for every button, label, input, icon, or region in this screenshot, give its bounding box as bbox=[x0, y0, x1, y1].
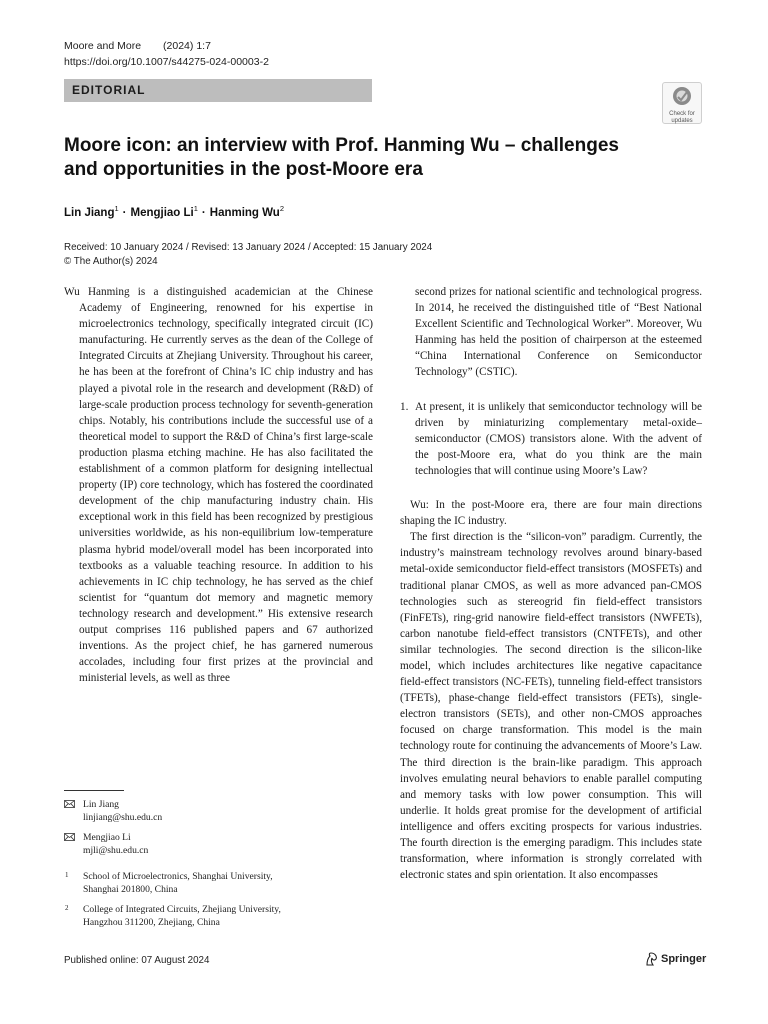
author-name[interactable]: Mengjiao Li bbox=[130, 206, 194, 219]
body-column-right bbox=[400, 284, 702, 883]
check-for-updates-badge[interactable] bbox=[662, 82, 702, 124]
check-updates-line2: updates bbox=[671, 118, 693, 124]
affiliation-footnote bbox=[64, 870, 364, 896]
journal-year-volume: (2024) 1:7 bbox=[163, 40, 211, 52]
affiliation-line: Hangzhou 311200, Zhejiang, China bbox=[83, 917, 220, 928]
contact-footnote bbox=[64, 798, 364, 824]
question-list bbox=[400, 399, 702, 479]
contact-footnote bbox=[64, 831, 364, 857]
author-list: Lin Jiang$^1$ · Mengjiao $Li^1 \cdot Hanming$ Wu$^2$ bbox=[64, 204, 284, 219]
publisher-name: Springer bbox=[661, 952, 707, 965]
question-number: 1. bbox=[400, 400, 409, 413]
envelope-icon bbox=[64, 833, 75, 841]
bio-paragraph: Wu Hanming is a distinguished academician at the Chinese Academy of Engineering, renowned for his expertise in microelectronics technology, specifically integrated circuit (IC) manufacturing. He currently serves as the dean of the College of Integrated Circuits at Zhejiang University. Throughout his career, he has been at the forefront of China’s IC chip industry and has played a pivotal role in the research and development (R&D) of large-scale production process technology for seventh-generation chips. Notably, his contributions include the successful use of a theoretical model to support the R&D of China’s first large-scale production plasma etching machine. He has also facilitated the establishment of a common platform for designing intellectual property (IP) core technology, which has fostered the coordinated development of the chip manufacturing industry chain. His exceptional work in this field has been recognized by prestigious universities worldwide, as his non-equilibrium low-temperature plasma hybrid model/overall model has been incorporated into textbooks as a valuable teaching resource. In addition to his achievements in IC chip technology, he has served as the chief scientist for “quantum dot memory and magnetic memory technology research and development.” His extensive research output comprises 116 published papers and 67 authorized inventions. As the project chief, he has garnered numerous accolades, including four first prizes at the provincial and ministerial levels, as well as three bbox=[64, 286, 373, 685]
footnote-divider bbox=[64, 790, 124, 791]
bio-paragraph-continued: second prizes for national scientific and technological progress. In 2014, he received the distinguished title of “Best National Excellent Scientific and Technological Worker”. Moreover, Wu Hanming has held the position of chairperson at the esteemed “China International Conference on Semiconductor Technology” (CSTIC). bbox=[415, 286, 702, 379]
received-revised-accepted: Received: 10 January 2024 / Revised: 13 January 2024 / Accepted: 15 January 2024 bbox=[64, 242, 433, 253]
contact-name: Lin Jiang bbox=[83, 799, 119, 810]
article-dates bbox=[64, 241, 432, 269]
answer-intro: Wu: In the post-Moore era, there are four main directions shaping the IC industry. bbox=[400, 499, 702, 528]
author-name[interactable]: Lin Jiang bbox=[64, 206, 115, 219]
contact-email-link[interactable]: mjli@shu.edu.cn bbox=[83, 845, 149, 856]
envelope-icon bbox=[64, 800, 75, 808]
author-affiliation-mark: 1 bbox=[114, 204, 119, 213]
affiliation-footnote bbox=[64, 903, 364, 929]
answer-paragraph: The first direction is the “silicon-von” paradigm. Currently, the industry’s mainstream technology revolves around binary-based metal-oxide semiconductor field-effect transistors (MOSFETs) and traditional planar CMOS, as well as more advanced pan-CMOS technologies such as stereogrid fin field-effect transistors (FinFETs), ring-grid nanowire field-effect transistors (NWFETs), carbon nanotube field-effect transistors (CNTFETs), and other similar technologies. The second direction is the silicon-like model, which includes architectures like negative capacitance field-effect transistors (NC-FETs), tunneling field-effect transistors (TFETs), phase-change field-effect transistors (FETs), single-electron transistors (SETs), and other non-CMOS approaches focused on charge transformation. This model is the main technology route for continuing the advancements of Moore’s Law. The third direction is the brain-like paradigm. This approach involves emulating neural behaviors to enable parallel computing and memory tasks with low power consumption. This will underlie. It holds great promise for the development of artificial intelligence and offers exciting prospects for various industries. The fourth direction is the emerging paradigm. This includes state transformation, where information is strongly correlated with electronic states and spin orientation. It also encompasses bbox=[400, 531, 702, 882]
springer-horse-icon bbox=[645, 952, 658, 966]
author-affiliation-mark: 1 bbox=[193, 204, 198, 213]
affiliation-number: 2 bbox=[65, 904, 69, 912]
check-updates-line1: Check for bbox=[669, 111, 695, 117]
affiliation-number: 1 bbox=[65, 871, 69, 879]
contact-email-link[interactable]: linjiang@shu.edu.cn bbox=[83, 812, 163, 823]
question-text: At present, it is unlikely that semiconductor technology will be driven by miniaturizing complementary metal-oxide–semiconductor (CMOS) transistors alone. With the advent of the post-Moore era, what do you think are the main technologies that will continue using Moore’s Law? bbox=[415, 400, 702, 477]
affiliation-line: College of Integrated Circuits, Zhejiang University, bbox=[83, 904, 281, 915]
journal-name: Moore and More bbox=[64, 40, 142, 52]
journal-header bbox=[64, 40, 211, 52]
author-affiliation-mark: 2 bbox=[279, 204, 284, 213]
contact-name: Mengjiao Li bbox=[83, 832, 131, 843]
question-item bbox=[400, 399, 702, 479]
doi-link[interactable]: https://doi.org/10.1007/s44275-024-00003-2 bbox=[64, 56, 269, 68]
affiliation-line: Shanghai 201800, China bbox=[83, 884, 178, 895]
affiliation-line: School of Microelectronics, Shanghai University, bbox=[83, 871, 273, 882]
author-name[interactable]: Hanming Wu bbox=[209, 206, 280, 219]
publisher-logo bbox=[645, 952, 706, 966]
section-label: EDITORIAL bbox=[64, 79, 372, 102]
check-updates-icon bbox=[672, 86, 692, 106]
published-online-date: Published online: 07 August 2024 bbox=[64, 955, 210, 966]
article-title: Moore icon: an interview with Prof. Hanming Wu – challenges and opportunities in the post-Moore era bbox=[64, 135, 619, 180]
copyright-line: © The Author(s) 2024 bbox=[64, 256, 158, 267]
body-column-left bbox=[64, 284, 373, 686]
